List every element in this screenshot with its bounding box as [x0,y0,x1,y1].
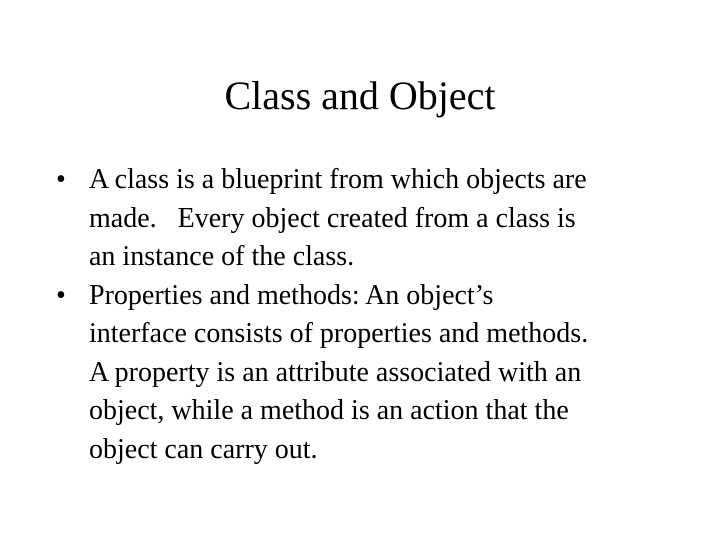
bullet-list [56,161,676,469]
bullet-text-line: an instance of the class. [89,241,355,272]
bullet-text-line: object can carry out. [89,433,318,465]
bullet-text-line: interface consists of properties and methods. [89,318,589,349]
bullet-item-class-definition [56,161,676,277]
bullet-dot-icon: • [56,279,66,311]
bullet-text-line: Properties and methods: An object’s [89,279,494,311]
bullet-item-properties-methods [56,277,676,470]
bullet-text-line: made. Every object created from a class is [89,202,576,234]
slide-title: Class and Object [224,73,496,118]
bullet-text-line: A property is an attribute associated with an [89,356,582,388]
bullet-dot-icon: • [56,164,66,195]
bullet-text-line: object, while a method is an action that the [89,395,569,426]
bullet-text-line: A class is a blueprint from which objects are [89,164,587,195]
